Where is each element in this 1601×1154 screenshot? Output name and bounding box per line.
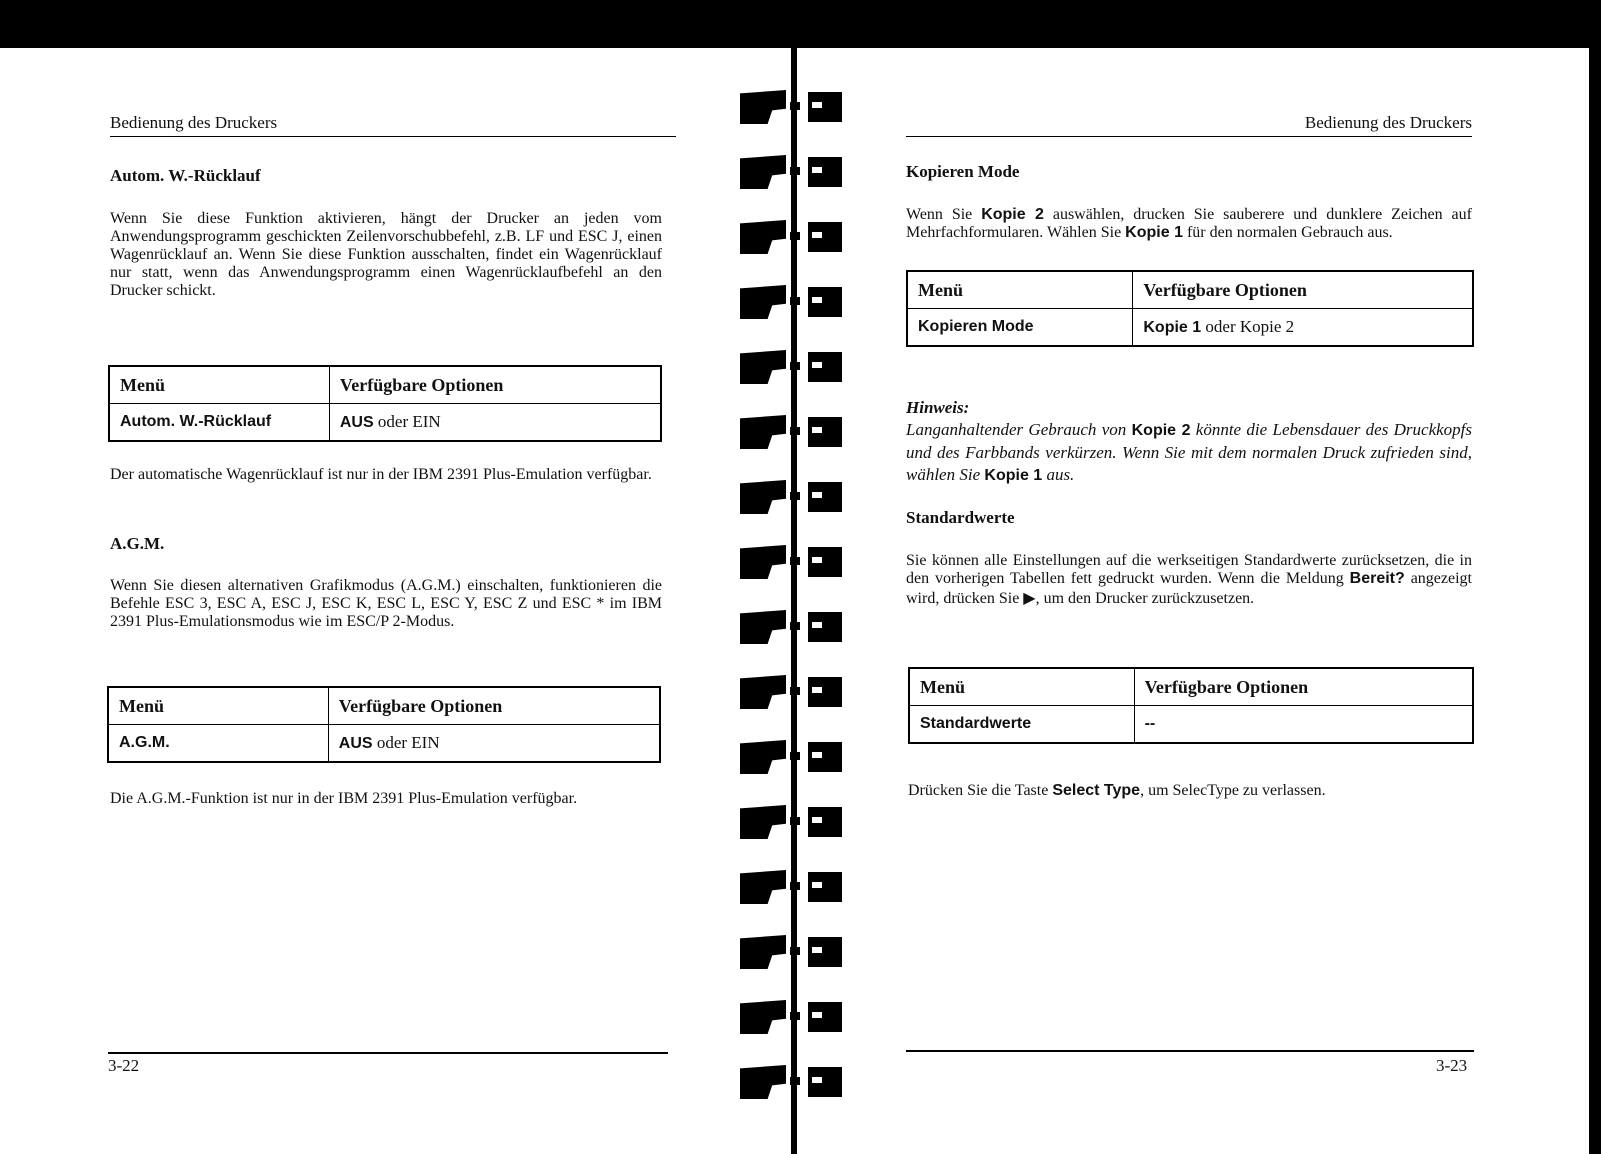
table-header-menu: Menü — [108, 687, 328, 725]
paragraph-autom-ruecklauf: Wenn Sie diese Funktion aktivieren, hängt der Drucker an jeden vom Anwendungsprogramm geschickten Zeilenvorschubbefehl, z.B. LF und ESC J, einen Wagenrücklauf an. Wenn Sie diese Funktion ausschalten, findet ein Wagenrücklauf nur statt, wenn das Anwendungsprogramm einen Wagenrücklaufbefehl an den Drucker schickt. — [110, 210, 662, 299]
table-cell-menu: A.G.M. — [108, 725, 328, 763]
other-option: oder Kopie 2 — [1201, 317, 1295, 336]
paragraph-standardwerte: Sie können alle Einstellungen auf die werkseitigen Standardwerte zurücksetzen, die in den vorherigen Tabellen fett gedruckt wurden. Wenn die Meldung Bereit? angezeigt wird, drücken Sie ▶, um den Drucker zurückzusetzen. — [906, 552, 1472, 607]
section-title-autom-ruecklauf: Autom. W.-Rücklauf — [110, 166, 261, 185]
table-cell-options — [1133, 309, 1473, 347]
page-number: 3-23 — [1436, 1056, 1468, 1075]
hinweis-note — [906, 397, 1472, 487]
table-header-menu: Menü — [109, 366, 329, 404]
hinweis-label: Hinweis: — [906, 398, 970, 417]
page-header: Bedienung des Druckers — [110, 112, 676, 137]
footer-rule — [108, 1052, 668, 1054]
footer-rule — [906, 1050, 1474, 1052]
other-option: oder EIN — [372, 733, 440, 752]
section-title-standardwerte: Standardwerte — [906, 508, 1015, 527]
left-page — [110, 112, 676, 137]
default-option: AUS — [339, 414, 374, 431]
table-header-menu: Menü — [909, 668, 1134, 706]
table-cell-options — [328, 725, 660, 763]
table-cell-menu: Autom. W.-Rücklauf — [109, 404, 329, 442]
hinweis-text: Langanhaltender Gebrauch von Kopie 2 könnte die Lebensdauer des Druckkopfs und des Farbbands verkürzen. Wenn Sie mit dem normalen Druck zufrieden sind, wählen Sie Kopie 1 aus. — [906, 420, 1472, 484]
binding-spine — [791, 45, 797, 1154]
options-table-standardwerte — [908, 667, 1474, 744]
paragraph-select-type: Drücken Sie die Taste Select Type, um SelecType zu verlassen. — [908, 782, 1326, 799]
options-table-agm — [107, 686, 661, 763]
table-cell-menu: Standardwerte — [909, 706, 1134, 744]
table-header-options: Verfügbare Optionen — [1134, 668, 1473, 706]
table-header-options: Verfügbare Optionen — [328, 687, 660, 725]
other-option: oder EIN — [373, 412, 441, 431]
right-page — [906, 112, 1472, 137]
default-option: AUS — [338, 735, 373, 752]
table-header-menu: Menü — [907, 271, 1133, 309]
note-agm: Die A.G.M.-Funktion ist nur in der IBM 2391 Plus-Emulation verfügbar. — [110, 790, 578, 807]
paragraph-agm: Wenn Sie diesen alternativen Grafikmodus (A.G.M.) einschalten, funktionieren die Befehle ESC 3, ESC A, ESC J, ESC K, ESC L, ESC Y, ESC Z und ESC * im IBM 2391 Plus-Emulationsmodus wie im ESC/P 2-Modus. — [110, 577, 662, 630]
options-table-kopieren-mode — [906, 270, 1474, 347]
page-header: Bedienung des Druckers — [906, 112, 1472, 137]
table-cell-menu: Kopieren Mode — [907, 309, 1133, 347]
table-cell-options: -- — [1134, 706, 1473, 744]
table-cell-options — [329, 404, 661, 442]
page-number: 3-22 — [108, 1056, 140, 1075]
section-title-kopieren-mode: Kopieren Mode — [906, 162, 1020, 181]
table-header-options: Verfügbare Optionen — [329, 366, 661, 404]
section-title-agm: A.G.M. — [110, 534, 165, 553]
paragraph-kopieren-mode: Wenn Sie Kopie 2 auswählen, drucken Sie sauberere und dunklere Zeichen auf Mehrfachformularen. Wählen Sie Kopie 1 für den normalen Gebrauch aus. — [906, 206, 1472, 241]
table-header-options: Verfügbare Optionen — [1133, 271, 1473, 309]
note-autom-ruecklauf: Der automatische Wagenrücklauf ist nur in der IBM 2391 Plus-Emulation verfügbar. — [110, 466, 652, 483]
scan-right-edge — [1589, 30, 1601, 1154]
options-table-autom-ruecklauf — [108, 365, 662, 442]
scan-top-border — [0, 0, 1601, 48]
default-option: Kopie 1 — [1143, 319, 1202, 336]
